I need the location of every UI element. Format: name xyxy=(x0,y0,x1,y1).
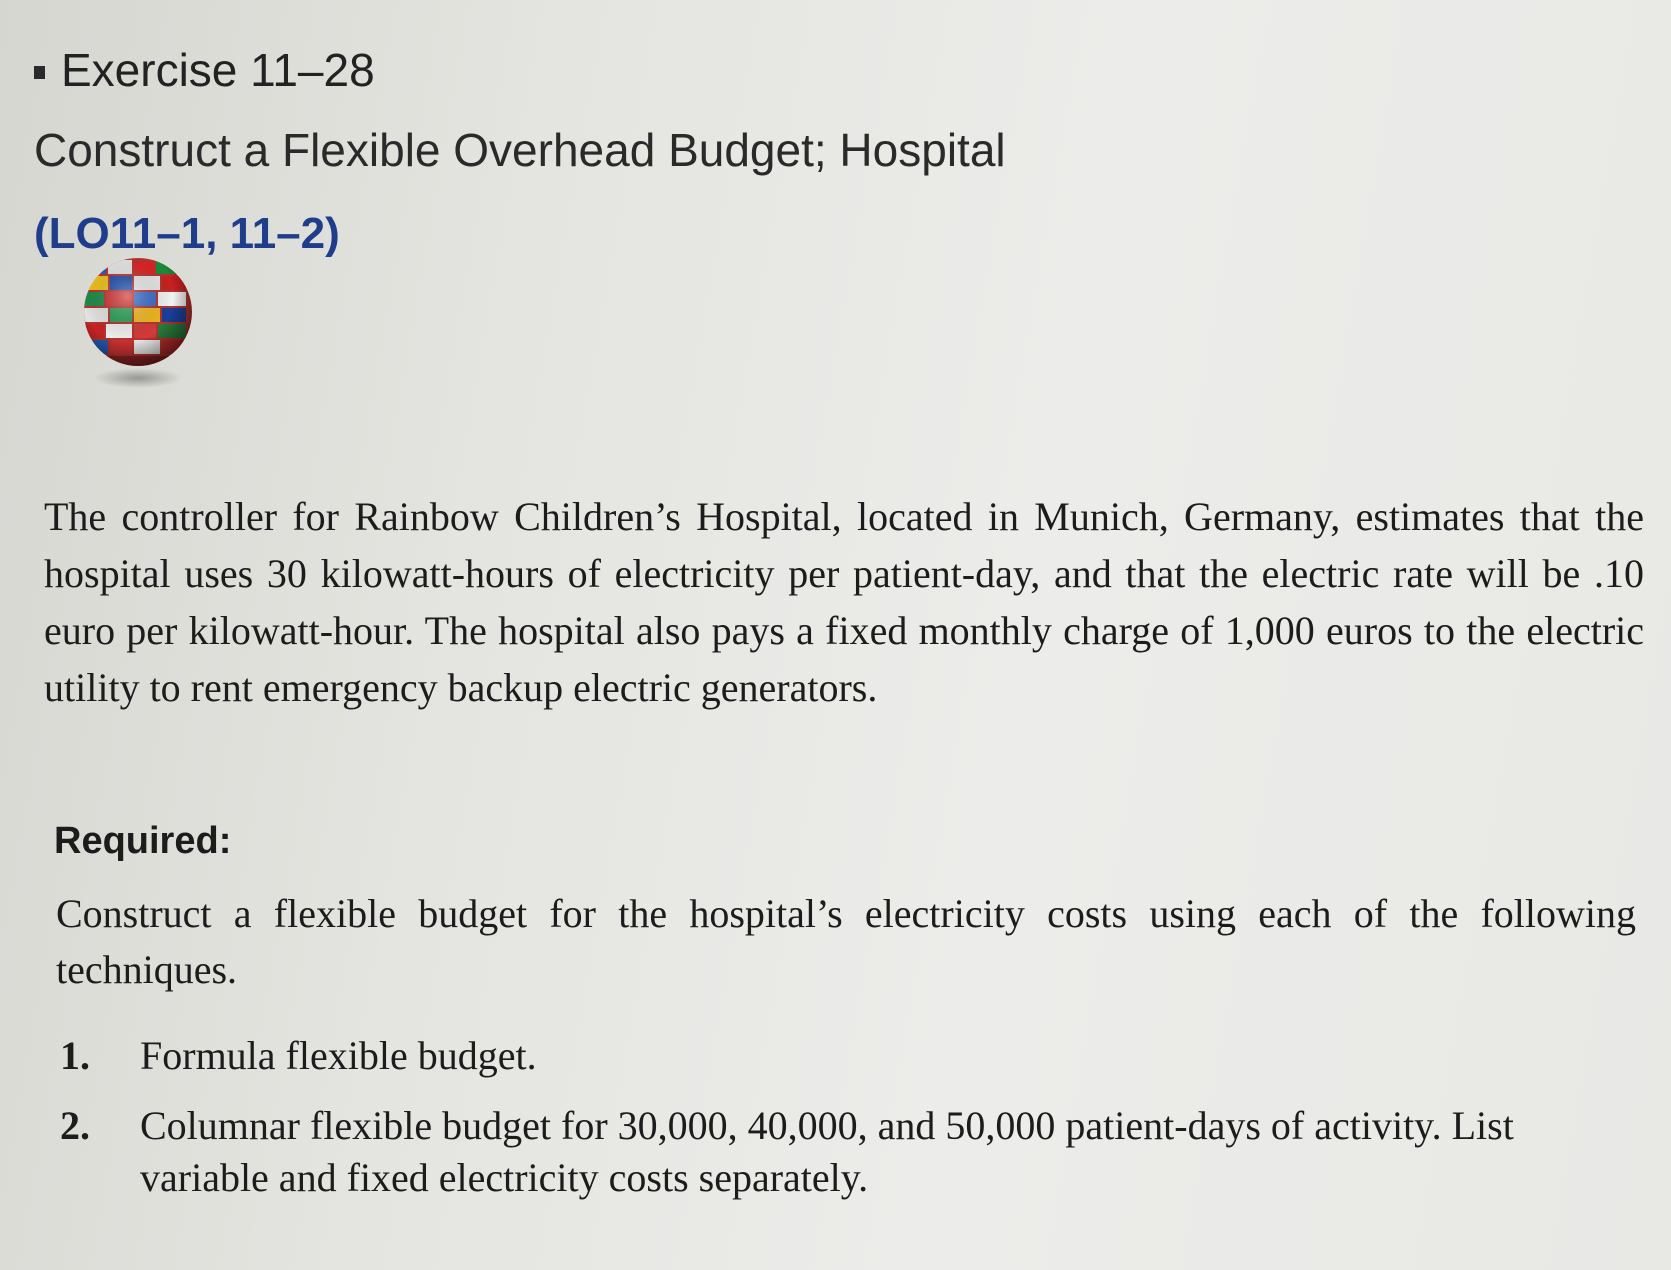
required-instructions: Construct a flexible budget for the hospital’s electricity costs using each of the following techniques. xyxy=(56,891,1636,992)
international-globe-icon xyxy=(78,256,204,426)
list-item-text: Columnar flexible budget for 30,000, 40,000, and 50,000 patient-days of activity. List variable and fixed electricity costs separately. xyxy=(140,1103,1514,1200)
exercise-title: Construct a Flexible Overhead Budget; Hospital xyxy=(34,124,1006,176)
list-item xyxy=(60,1030,1620,1082)
list-item xyxy=(60,1100,1620,1204)
learning-objectives: (LO11–1, 11–2) xyxy=(34,209,340,258)
square-bullet-icon xyxy=(34,66,45,79)
required-heading: Required: xyxy=(54,820,232,862)
list-item-number: 2. xyxy=(60,1103,90,1148)
exercise-label: Exercise 11–28 xyxy=(61,44,375,96)
list-item-number: 1. xyxy=(60,1033,90,1078)
problem-statement: The controller for Rainbow Children’s Hospital, located in Munich, Germany, estimates that the hospital uses 30 kilowatt-hours of electricity per patient-day, and that the electric rate will be .10 euro per kilowatt-hour. The hospital also pays a fixed monthly charge of 1,000 euros to the electric utility to rent emergency backup electric generators. xyxy=(44,494,1644,710)
exercise-number-line xyxy=(34,42,1006,98)
exercise-header xyxy=(34,42,1006,262)
requirements-list xyxy=(60,1030,1620,1222)
list-item-text: Formula flexible budget. xyxy=(140,1033,537,1078)
